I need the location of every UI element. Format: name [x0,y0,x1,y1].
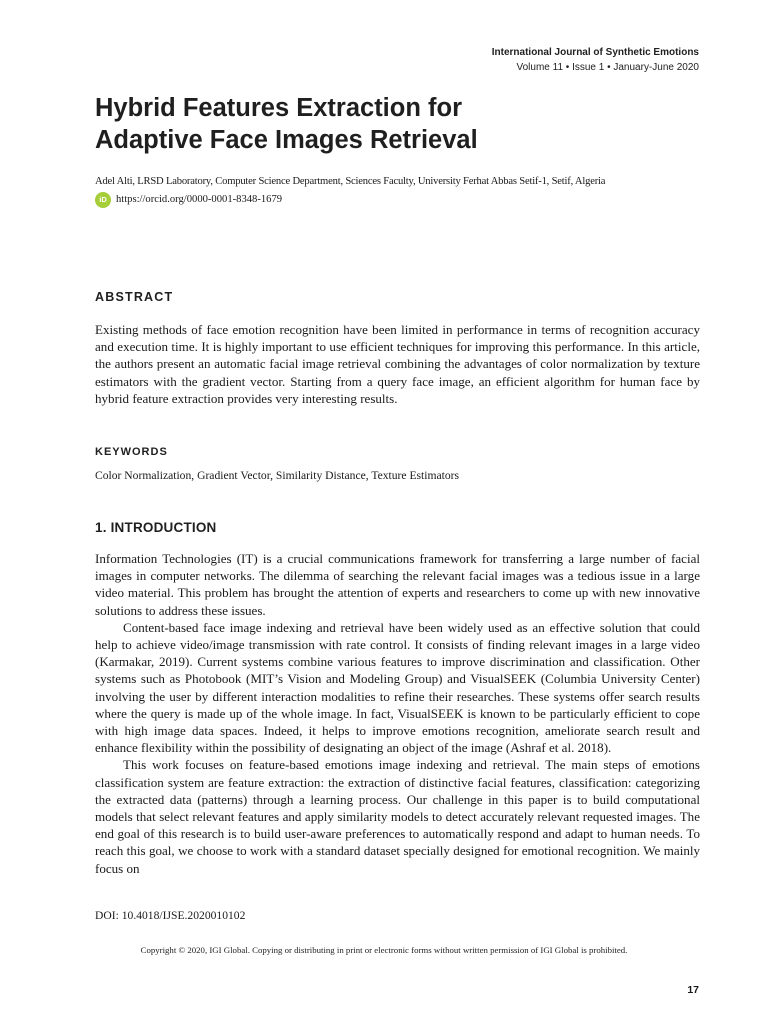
introduction-paragraph-2: Content-based face image indexing and retrieval have been widely used as an effective solution that could help to achieve video/image transmission with rate control. It consists of finding relevant images in a large video (Karmakar, 2019). Current systems combine various features to improve discrimination and classification. Other systems such as Photobook (MIT’s Vision and Modeling Group) and VisualSEEK (Columbia University Center) involving the user by different interaction modalities to refine their researches. These systems offer search results where the query is made up of the whole image. In fact, VisualSEEK is known to be particularly efficient to cope with high image data spaces. Indeed, it helps to improve emotions recognition, ameliorate search result and enhance flexibility within the possibility of designating an object of the image (Ashraf et al. 2018). [95,619,700,756]
paper-title-line-1: Hybrid Features Extraction for [95,94,462,122]
journal-name: International Journal of Synthetic Emotions [491,47,699,58]
orcid-icon: iD [95,192,111,208]
abstract-text: Existing methods of face emotion recognition have been limited in performance in terms of recognition accuracy and execution time. It is highly important to use efficient techniques for improving this performance. In this article, the authors present an automatic facial image retrieval combining the advantages of color normalization by texture estimators with the gradient vector. Starting from a query face image, an efficient algorithm for human face by hybrid feature extraction provides very interesting results. [95,322,700,406]
paper-title [95,92,695,156]
abstract-heading: ABSTRACT [95,290,174,304]
orcid-link[interactable]: https://orcid.org/0000-0001-8348-1679 [116,194,283,205]
paper-title-line-2: Adaptive Face Images Retrieval [95,126,478,154]
introduction-body [95,550,700,877]
keywords-heading: KEYWORDS [95,446,168,458]
introduction-heading: 1. INTRODUCTION [95,520,217,535]
keywords-text: Color Normalization, Gradient Vector, Similarity Distance, Texture Estimators [95,469,460,482]
introduction-paragraph-3: This work focuses on feature-based emotions image indexing and retrieval. The main steps of emotions classification system are feature extraction: the extraction of distinctive facial features, classification: categorizing the extracted data (patterns) through a learning process. Our challenge in this paper is to build computational models that select relevant features and apply similarity models to detect accurately relevant requested images. The end goal of this research is to build user-aware preferences to automatically respond and adapt to human needs. To reach this goal, we choose to work with a standard dataset specially designed for emotional recognition. We mainly focus on [95,757,700,876]
orcid-line [95,192,282,208]
journal-header [492,45,699,75]
page-number: 17 [687,984,699,996]
journal-issue: Volume 11 • Issue 1 • January-June 2020 [516,62,699,73]
doi: DOI: 10.4018/IJSE.2020010102 [95,909,246,922]
introduction-paragraph-1: Information Technologies (IT) is a crucial communications framework for transferring a large number of facial images in computer networks. The dilemma of searching the relevant facial images was a tedious issue in a large video material. This problem has brought the attention of experts and researchers to come up with new innovative solutions to address these issues. [95,551,700,618]
copyright-notice: Copyright © 2020, IGI Global. Copying or distributing in print or electronic forms without written permission of IGI Global is prohibited. [140,945,628,955]
author-affiliation: Adel Alti, LRSD Laboratory, Computer Science Department, Sciences Faculty, University Ferhat Abbas Setif-1, Setif, Algeria [95,176,606,187]
